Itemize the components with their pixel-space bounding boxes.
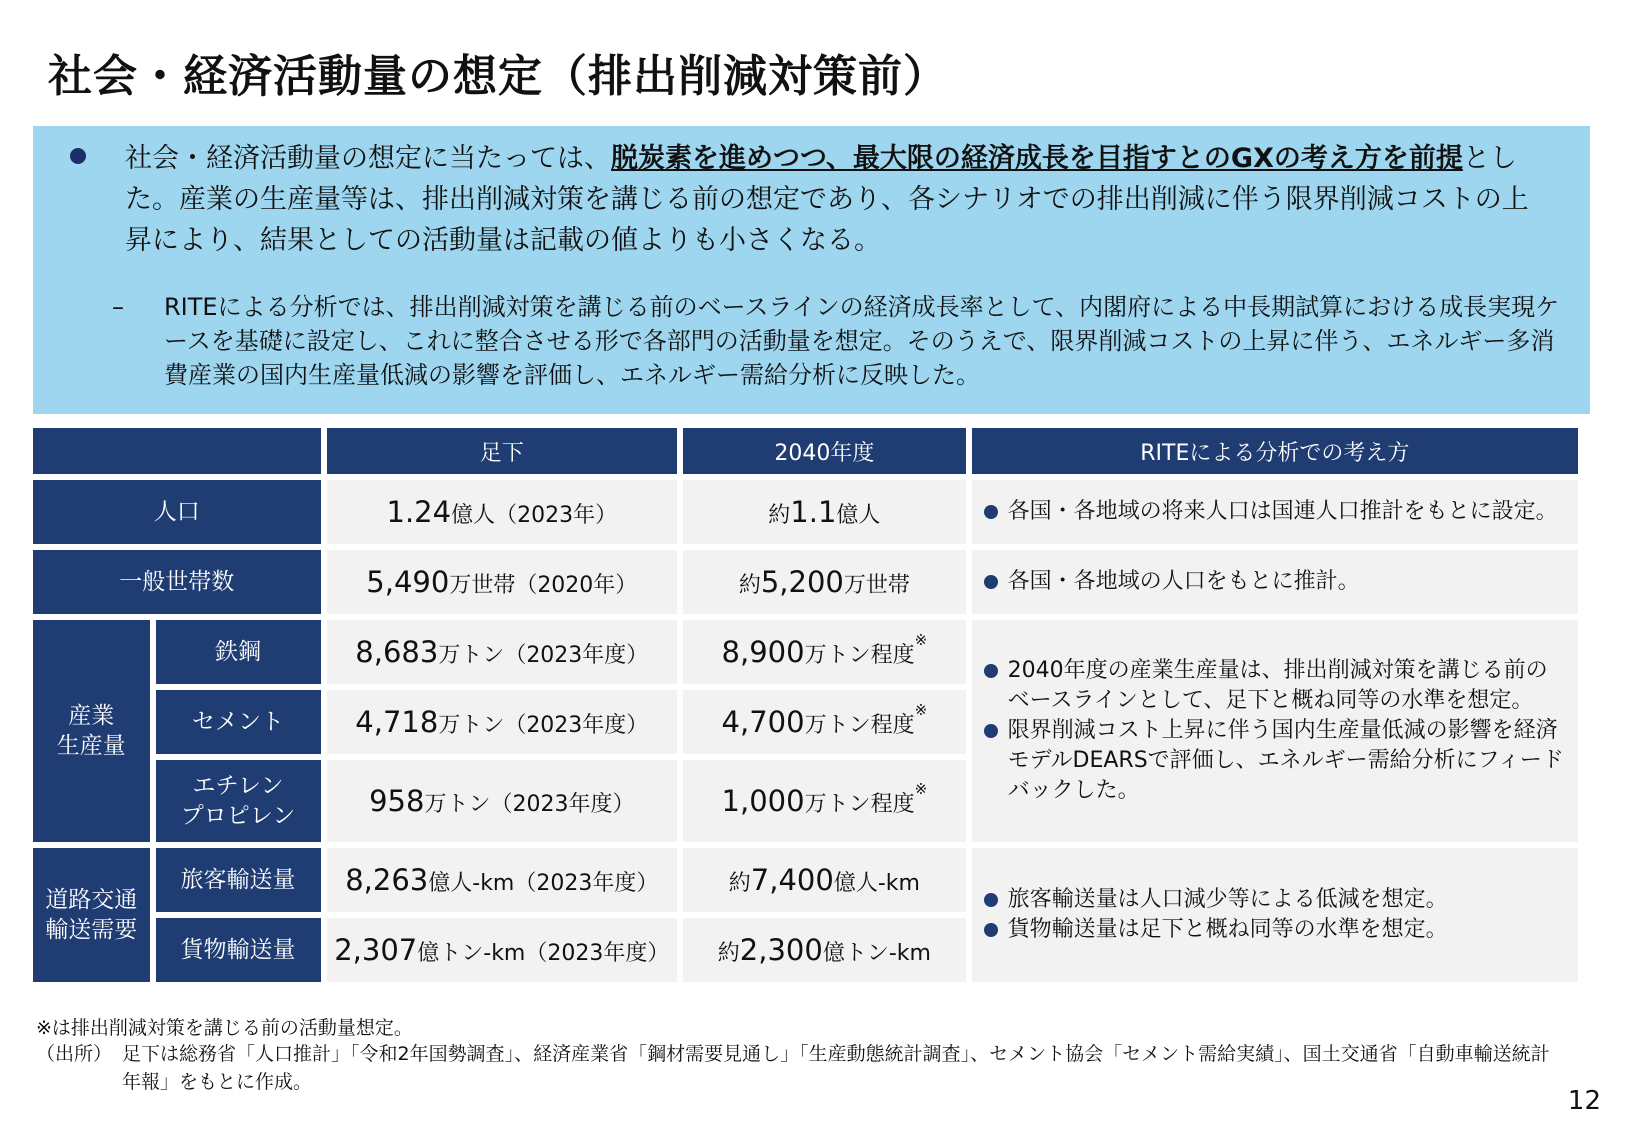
bullet-dot-icon (984, 923, 998, 937)
table-row (33, 848, 1578, 912)
transport-note: 旅客輸送量は人口減少等による低減を想定。 貨物輸送量は足下と概ね同等の水準を想定。 (972, 848, 1578, 982)
source-text: 足下は総務省「人口推計」「令和2年国勢調査」、経済産業省「鋼材需要見通し」「生産動態統計調査」、セメント協会「セメント需給実績」、国土交通省「自動車輸送統計年報」をもとに作成。 (122, 1043, 1550, 1093)
row-label-freight: 貨物輸送量 (156, 918, 321, 982)
freight-current: 2,307億トン-km（2023年度） (327, 918, 678, 982)
bullet-dot-icon (984, 724, 998, 738)
header-current: 足下 (327, 428, 678, 474)
table-row (33, 550, 1578, 614)
table-row (33, 620, 1578, 684)
header-2040: 2040年度 (683, 428, 966, 474)
row-label-cement: セメント (156, 690, 321, 754)
population-note: 各国・各地域の将来人口は国連人口推計をもとに設定。 (972, 480, 1578, 544)
source-note (36, 1040, 1566, 1096)
industry-note: 2040年度の産業生産量は、排出削減対策を講じる前のベースラインとして、足下と概ね同等の水準を想定。 限界削減コスト上昇に伴う国内生産量低減の影響を経済モデルDEARSで評価し、エネルギー需給分析にフィードバックした。 (972, 620, 1578, 842)
bullet-dot-icon (984, 575, 998, 589)
population-2040: 約1.1億人 (683, 480, 966, 544)
steel-2040: 8,900万トン程度※ (683, 620, 966, 684)
passenger-current: 8,263億人-km（2023年度） (327, 848, 678, 912)
passenger-2040: 約7,400億人-km (683, 848, 966, 912)
households-2040: 約5,200万世帯 (683, 550, 966, 614)
group-label-transport: 道路交通 輸送需要 (33, 848, 150, 982)
footnote: ※は排出削減対策を講じる前の活動量想定。 (36, 1017, 413, 1039)
cement-2040: 4,700万トン程度※ (683, 690, 966, 754)
ethylene-current: 958万トン（2023年度） (327, 760, 678, 842)
bullet-dot-icon (984, 664, 998, 678)
group-label-industry: 産業 生産量 (33, 620, 150, 842)
summary-main-pre: 社会・経済活動量の想定に当たっては、 (125, 143, 611, 174)
activity-table (27, 422, 1584, 988)
bullet-dot-icon (70, 148, 86, 164)
row-label-population: 人口 (33, 480, 321, 544)
bullet-dot-icon (984, 893, 998, 907)
header-blank (33, 428, 321, 474)
row-label-passenger: 旅客輸送量 (156, 848, 321, 912)
table-row (33, 480, 1578, 544)
row-label-ethylene: エチレン プロピレン (156, 760, 321, 842)
bullet-dot-icon (984, 505, 998, 519)
header-rite: RITEによる分析での考え方 (972, 428, 1578, 474)
households-current: 5,490万世帯（2020年） (327, 550, 678, 614)
households-note: 各国・各地域の人口をもとに推計。 (972, 550, 1578, 614)
population-current: 1.24億人（2023年） (327, 480, 678, 544)
row-label-steel: 鉄鋼 (156, 620, 321, 684)
freight-2040: 約2,300億トン-km (683, 918, 966, 982)
cement-current: 4,718万トン（2023年度） (327, 690, 678, 754)
summary-sub-text: RITEによる分析では、排出削減対策を講じる前のベースラインの経済成長率として、内閣府による中長期試算における成長実現ケースを基礎に設定し、これに整合させる形で各部門の活動量を想定。そのうえで、限界削減コストの上昇に伴う、エネルギー多消費産業の国内生産量低減の影響を評価し、エネルギー需給分析に反映した。 (164, 293, 1560, 389)
dash-icon: – (112, 293, 124, 321)
summary-main-post: とした。産業の生産量等は、排出削減対策を講じる前の想定であり、各シナリオでの排出削減に伴う限界削減コストの上昇により、結果としての活動量は記載の値よりも小さくなる。 (125, 143, 1529, 256)
summary-main-emphasis: 脱炭素を進めつつ、最大限の経済成長を目指すとのGXの考え方を前提 (611, 143, 1463, 174)
steel-current: 8,683万トン（2023年度） (327, 620, 678, 684)
ethylene-2040: 1,000万トン程度※ (683, 760, 966, 842)
source-label: （出所） (36, 1043, 113, 1065)
row-label-households: 一般世帯数 (33, 550, 321, 614)
page-number: 12 (1567, 1086, 1601, 1116)
summary-main-text (125, 138, 1555, 261)
page-title: 社会・経済活動量の想定（排出削減対策前） (48, 51, 948, 102)
